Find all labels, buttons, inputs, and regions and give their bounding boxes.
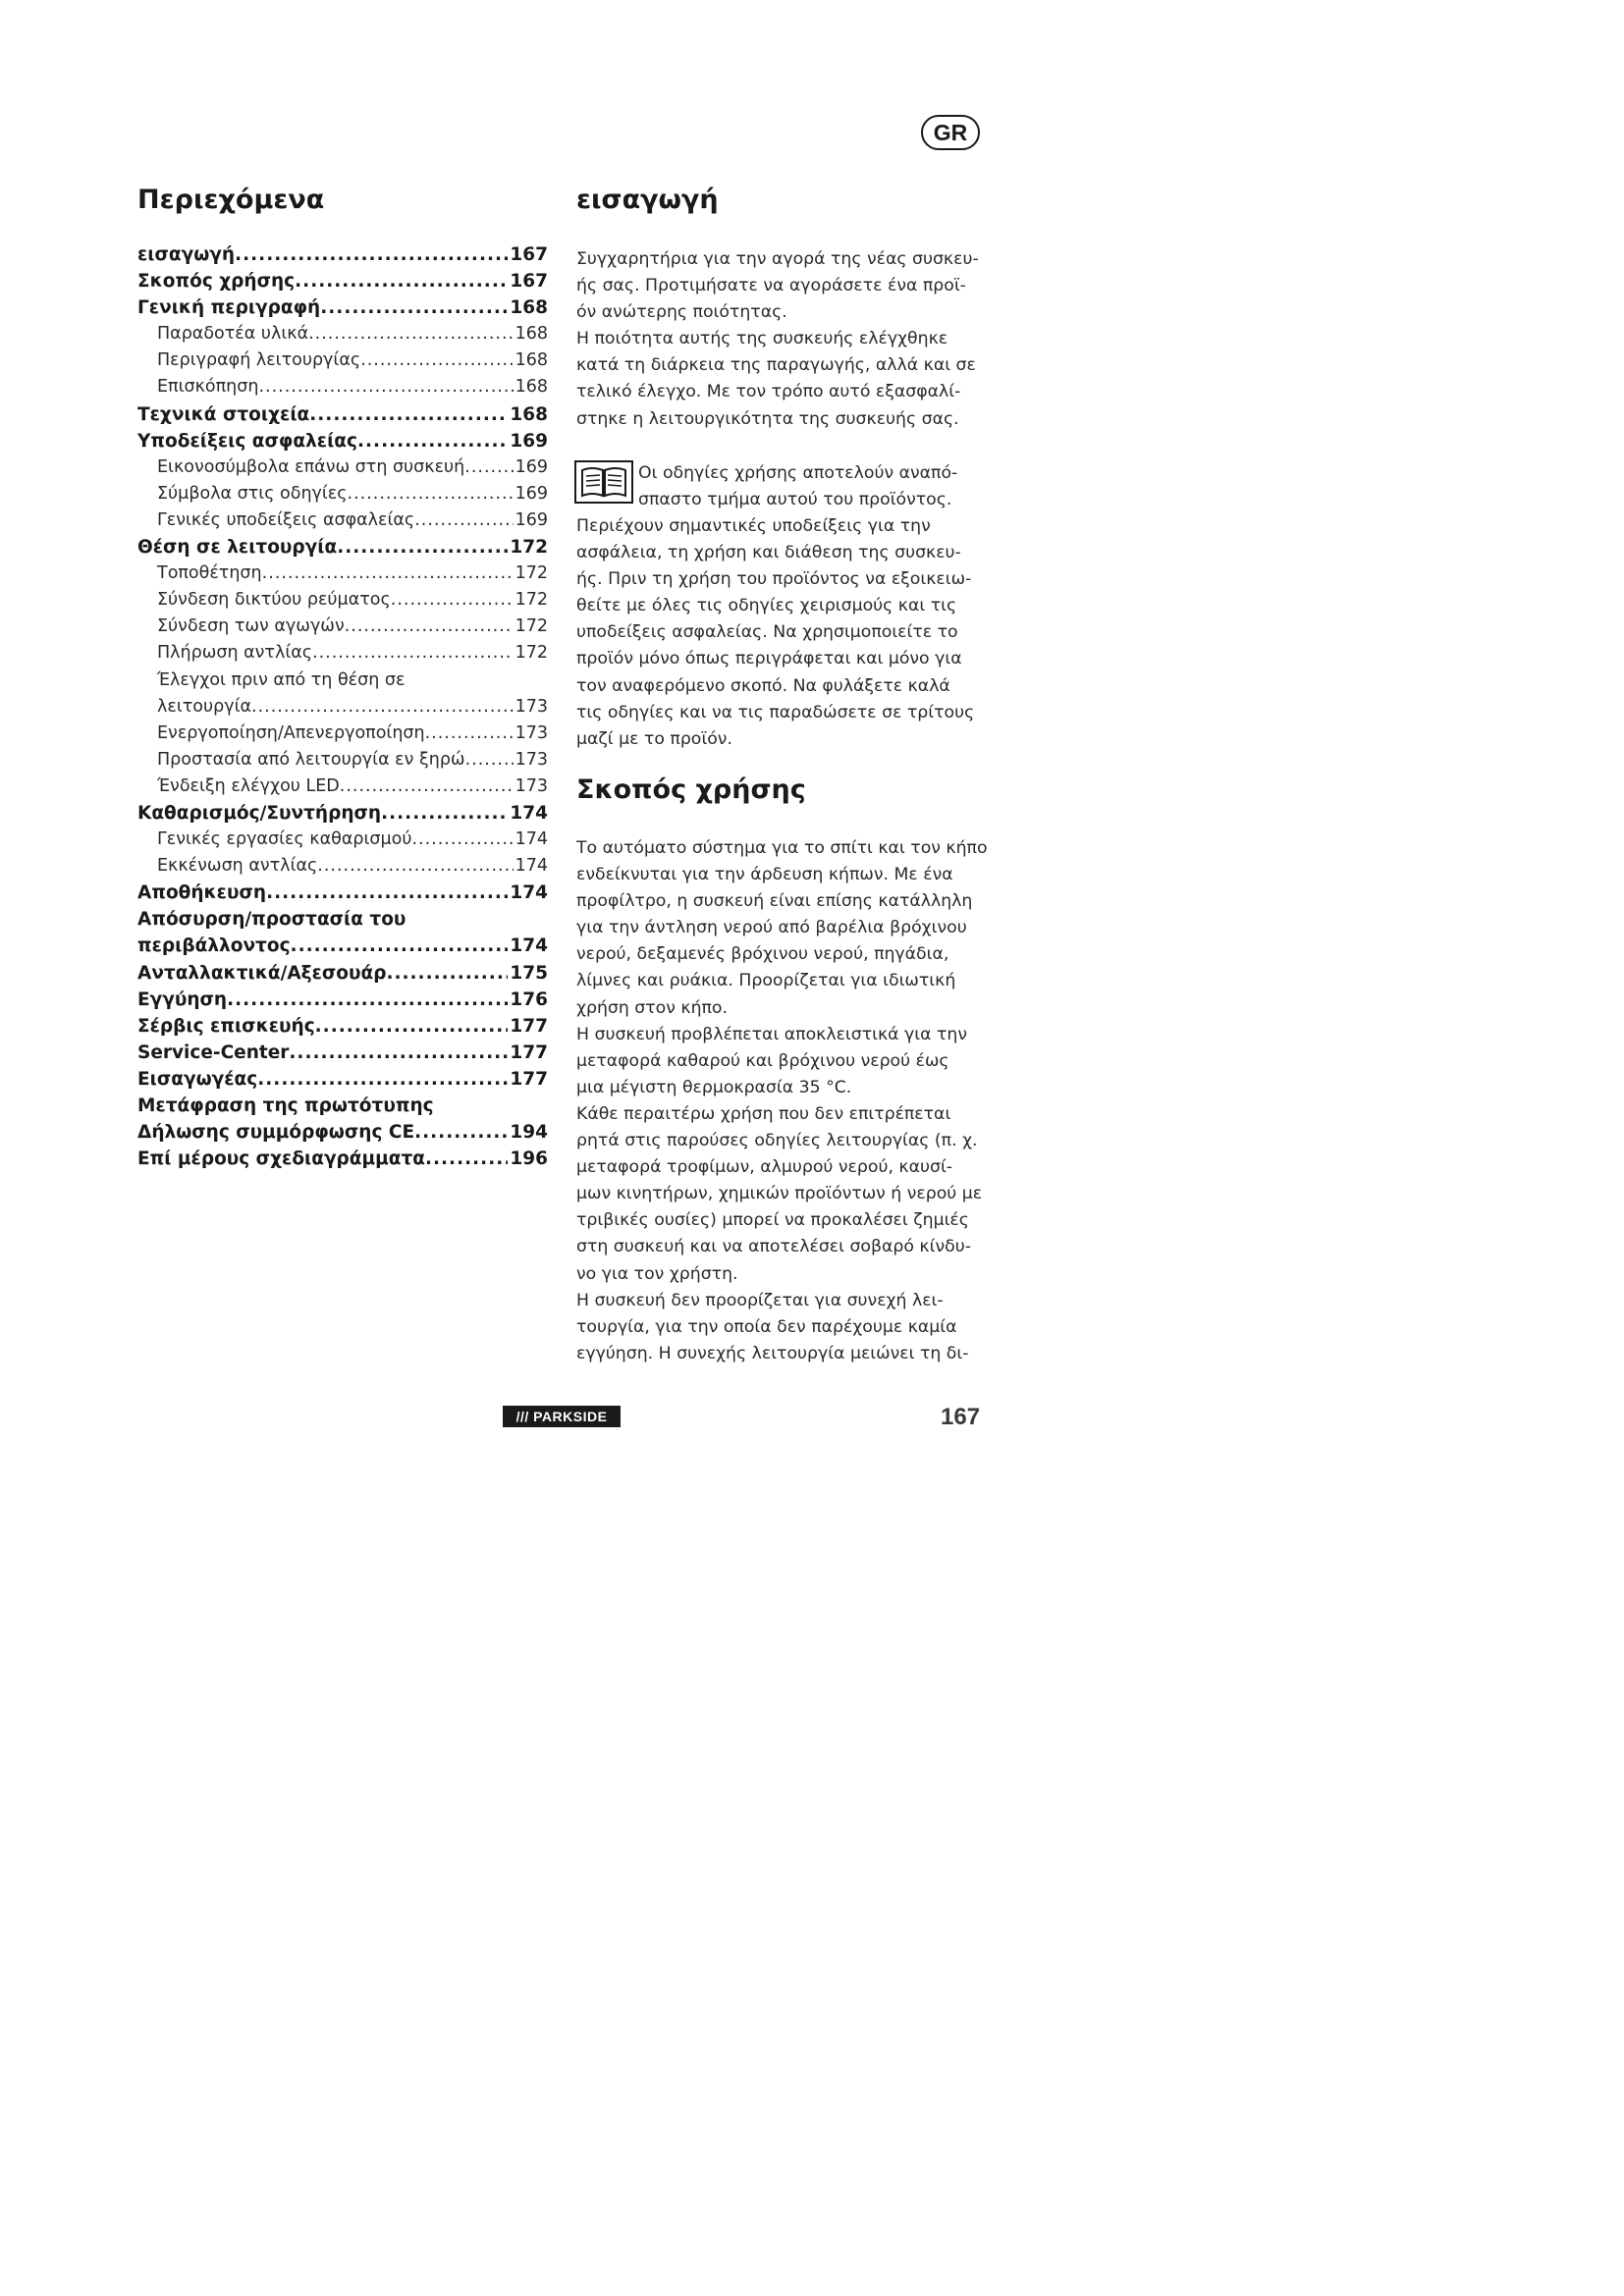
- toc-leader-dots: [425, 723, 514, 743]
- toc-entry-title: Εικονοσύμβολα επάνω στη συσκευή: [157, 456, 465, 477]
- toc-entry-page: 172: [510, 537, 548, 559]
- toc-entry: [137, 244, 548, 271]
- toc-entry-title: Εισαγωγέας: [137, 1068, 258, 1090]
- toc-leader-dots: [345, 616, 514, 636]
- toc-entry-title: Σύνδεση των αγωγών: [157, 616, 345, 637]
- toc-entry-page: 175: [510, 962, 548, 984]
- toc-leader-dots: [227, 989, 508, 1010]
- text-line: μεταφορά καθαρού και βρόχινου νερού έως: [576, 1050, 949, 1071]
- country-badge: GR: [921, 115, 980, 150]
- toc-entry-title: Καθαρισμός/Συντήρηση: [137, 802, 382, 824]
- toc-entry-title: Σκοπός χρήσης: [137, 271, 296, 293]
- text-line: τελικό έλεγχο. Με τον τρόπο αυτό εξασφαλί-: [576, 382, 961, 402]
- text-line: μαζί με το προϊόν.: [576, 728, 732, 749]
- toc-leader-dots: [235, 244, 508, 265]
- toc-entry: [137, 643, 548, 669]
- toc-leader-dots: [251, 697, 514, 717]
- toc-leader-dots: [464, 457, 513, 477]
- toc-entry-title: Υποδείξεις ασφαλείας: [137, 430, 357, 452]
- toc-entry-title: Εκκένωση αντλίας: [157, 856, 318, 877]
- toc-entry: [137, 776, 548, 803]
- toc-entry-page: 173: [514, 749, 548, 770]
- toc-entry-title: Service-Center: [137, 1041, 290, 1063]
- toc-leader-dots: [425, 1148, 508, 1169]
- text-line: όν ανώτερης ποιότητας.: [576, 302, 787, 323]
- intro-paragraph-1: [576, 246, 999, 433]
- text-line: λίμνες και ρυάκια. Προορίζεται για ιδιωτική: [576, 971, 956, 991]
- toc-entry-title: Απόσυρση/προστασία του: [137, 909, 406, 931]
- text-line: τουργία, για την οποία δεν παρέχουμε καμία: [576, 1316, 957, 1337]
- toc-entry-page: 177: [510, 1015, 548, 1037]
- text-line: νερού, δεξαμενές βρόχινου νερού, πηγάδια,: [576, 944, 949, 965]
- toc-entry: [137, 590, 548, 616]
- toc-entry: [137, 537, 548, 563]
- toc-entry-title: Αποθήκευση: [137, 882, 267, 904]
- text-line: Οι οδηγίες χρήσης αποτελούν αναπό-: [638, 463, 958, 483]
- toc-entry-title: Περιγραφή λειτουργίας: [157, 350, 361, 371]
- text-line: Η ποιότητα αυτής της συσκευής ελέγχθηκε: [576, 329, 948, 349]
- text-line: μια μέγιστη θερμοκρασία 35 °C.: [576, 1077, 852, 1097]
- text-line: κατά τη διάρκεια της παραγωγής, αλλά και σε: [576, 355, 976, 376]
- toc-entry: [137, 856, 548, 882]
- toc-entry-title: Δήλωσης συμμόρφωσης CE: [137, 1122, 415, 1144]
- toc-entry: [137, 1095, 548, 1122]
- toc-leader-dots: [360, 350, 513, 370]
- toc-entry-title: Παραδοτέα υλικά: [157, 324, 309, 345]
- toc-entry-page: 176: [510, 988, 548, 1010]
- toc-leader-dots: [357, 431, 508, 452]
- text-line: εγγύηση. Η συνεχής λειτουργία μειώνει τη δι-: [576, 1343, 969, 1363]
- text-line: Η συσκευή δεν προορίζεται για συνεχή λει-: [576, 1290, 944, 1310]
- toc-entry: [137, 271, 548, 297]
- purpose-paragraph: [576, 835, 999, 1367]
- toc-entry: [137, 297, 548, 324]
- toc-entry-title: Μετάφραση της πρωτότυπης: [137, 1095, 434, 1116]
- toc-leader-dots: [411, 829, 513, 849]
- toc-entry-page: 168: [510, 403, 548, 425]
- toc-entry-title: Σύμβολα στις οδηγίες: [157, 483, 348, 504]
- text-line: νο για τον χρήστη.: [576, 1263, 738, 1284]
- toc-leader-dots: [315, 1016, 509, 1037]
- toc-entry-title: Προστασία από λειτουργία εν ξηρώ: [157, 749, 465, 770]
- toc-leader-dots: [414, 1122, 508, 1143]
- toc-entry-page: 174: [514, 856, 548, 877]
- toc-leader-dots: [308, 324, 513, 344]
- toc-entry-title: Σύνδεση δικτύου ρεύματος: [157, 590, 391, 611]
- toc-entry-title: Γενική περιγραφή: [137, 297, 321, 319]
- toc-leader-dots: [312, 643, 514, 663]
- toc-entry-title: λειτουργία: [157, 696, 252, 717]
- toc-entry-title: Τοποθέτηση: [157, 563, 262, 584]
- toc-entry-page: 168: [514, 324, 548, 345]
- toc-entry: [137, 1148, 548, 1175]
- toc-leader-dots: [262, 563, 514, 583]
- toc-entry: [137, 989, 548, 1016]
- toc-entry: [137, 457, 548, 484]
- toc-entry-title: Ενεργοποίηση/Απενεργοποίηση: [157, 722, 425, 743]
- toc-leader-dots: [391, 590, 514, 610]
- toc-entry: [137, 750, 548, 776]
- toc-leader-dots: [465, 750, 514, 770]
- toc-entry-title: Τεχνικά στοιχεία: [137, 403, 310, 425]
- toc-entry-title: Επισκόπηση: [157, 377, 259, 398]
- toc-entry: [137, 829, 548, 856]
- toc-entry: [137, 563, 548, 590]
- toc-entry-title: Θέση σε λειτουργία: [137, 537, 338, 559]
- toc-entry-page: 174: [510, 802, 548, 824]
- toc-entry: [137, 431, 548, 457]
- intro-heading: εισαγωγή: [576, 185, 719, 215]
- toc-entry-page: 177: [510, 1041, 548, 1063]
- toc-entry-page: 177: [510, 1068, 548, 1090]
- toc-entry: [137, 670, 548, 697]
- text-line: ρητά στις παρούσες οδηγίες λειτουργίας (π. χ.: [576, 1131, 978, 1151]
- toc-title: Περιεχόμενα: [137, 185, 325, 215]
- page-number: 167: [941, 1404, 981, 1430]
- text-line: μεταφορά τροφίμων, αλμυρού νερού, καυσί-: [576, 1157, 953, 1178]
- toc-leader-dots: [266, 882, 508, 903]
- toc-entry-title: Γενικές υποδείξεις ασφαλείας: [157, 509, 415, 530]
- toc-entry: [137, 510, 548, 537]
- toc-leader-dots: [340, 776, 514, 796]
- toc-entry-page: 173: [514, 696, 548, 717]
- toc-entry-page: 168: [514, 377, 548, 398]
- toc-leader-dots: [257, 1069, 508, 1090]
- text-line: ής σας. Προτιμήσατε να αγοράσετε ένα προϊ-: [576, 276, 966, 296]
- purpose-heading: Σκοπός χρήσης: [576, 774, 806, 805]
- toc-entry: [137, 404, 548, 431]
- toc-entry: [137, 1042, 548, 1069]
- text-line: σπαστο τμήμα αυτού του προϊόντος.: [638, 490, 952, 510]
- toc-leader-dots: [386, 963, 508, 984]
- toc-entry: [137, 803, 548, 829]
- text-line: τριβικές ουσίες) μπορεί να προκαλέσει ζημιές: [576, 1210, 969, 1231]
- text-line: προφίλτρο, η συσκευή είναι επίσης κατάλληλη: [576, 891, 973, 912]
- text-line: Η συσκευή προβλέπεται αποκλειστικά για την: [576, 1024, 968, 1044]
- toc-leader-dots: [381, 803, 508, 824]
- toc-leader-dots: [309, 404, 508, 425]
- text-line: τις οδηγίες και να τις παραδώσετε σε τρίτους: [576, 702, 975, 722]
- toc-entry: [137, 377, 548, 403]
- toc-leader-dots: [258, 377, 513, 397]
- toc-leader-dots: [289, 1042, 508, 1063]
- text-line: χρήση στον κήπο.: [576, 997, 728, 1018]
- toc-entry-page: 174: [510, 882, 548, 904]
- intro-paragraph-2: [576, 513, 999, 753]
- toc-entry-title: Πλήρωση αντλίας: [157, 643, 313, 664]
- text-line: Συγχαρητήρια για την αγορά της νέας συσκευ-: [576, 249, 979, 269]
- toc-entry: [137, 882, 548, 909]
- toc-entry: [137, 1122, 548, 1148]
- toc-entry-title: Γενικές εργασίες καθαρισμού: [157, 829, 412, 850]
- toc-leader-dots: [291, 935, 509, 956]
- toc-entry-page: 172: [514, 616, 548, 637]
- toc-entry-title: Ανταλλακτικά/Αξεσουάρ: [137, 962, 387, 984]
- text-line: προϊόν μόνο όπως περιγράφεται και μόνο για: [576, 649, 962, 669]
- toc-leader-dots: [337, 537, 508, 558]
- toc-entry-page: 168: [510, 297, 548, 319]
- toc-entry-page: 169: [510, 430, 548, 452]
- toc-leader-dots: [317, 856, 513, 876]
- toc-entry: [137, 1069, 548, 1095]
- table-of-contents: [137, 244, 548, 1175]
- toc-entry-title: Ένδειξη ελέγχου LED: [157, 775, 340, 796]
- toc-entry-title: περιβάλλοντος: [137, 935, 291, 957]
- toc-leader-dots: [348, 484, 514, 504]
- toc-entry-page: 173: [514, 722, 548, 743]
- toc-entry: [137, 909, 548, 935]
- text-line: ής. Πριν τη χρήση του προϊόντος να εξοικειω-: [576, 569, 972, 590]
- text-line: τον αναφερόμενο σκοπό. Να φυλάξετε καλά: [576, 675, 950, 696]
- toc-entry-page: 172: [514, 590, 548, 611]
- toc-leader-dots: [414, 510, 513, 530]
- toc-entry-page: 174: [514, 829, 548, 850]
- toc-entry-page: 172: [514, 643, 548, 664]
- toc-entry-page: 168: [514, 350, 548, 371]
- text-line: για την άντληση νερού από βαρέλια βρόχινου: [576, 918, 967, 938]
- toc-entry-page: 173: [514, 775, 548, 796]
- text-line: ενδείκνυται για την άρδευση κήπων. Με ένα: [576, 865, 953, 885]
- text-line: θείτε με όλες τις οδηγίες χειρισμούς και τις: [576, 596, 957, 616]
- toc-entry-page: 194: [510, 1122, 548, 1144]
- parkside-logo: /// PARKSIDE: [503, 1406, 621, 1427]
- toc-entry-title: Σέρβις επισκευής: [137, 1015, 315, 1037]
- toc-entry-page: 167: [510, 244, 548, 265]
- toc-entry: [137, 350, 548, 377]
- toc-entry: [137, 963, 548, 989]
- toc-entry-page: 169: [514, 483, 548, 504]
- text-line: στηκε η λειτουργικότητα της συσκευής σας.: [576, 408, 959, 429]
- toc-entry: [137, 484, 548, 510]
- text-line: μων κινητήρων, χημικών προϊόντων ή νερού με: [576, 1184, 983, 1204]
- toc-entry: [137, 697, 548, 723]
- toc-entry-page: 196: [510, 1148, 548, 1170]
- toc-entry-title: Έλεγχοι πριν από τη θέση σε: [157, 669, 406, 690]
- text-line: ασφάλεια, τη χρήση και διάθεση της συσκευ-: [576, 543, 961, 563]
- text-line: στη συσκευή και να αποτελέσει σοβαρό κίνδυ-: [576, 1237, 971, 1257]
- text-line: Περιέχουν σημαντικές υποδείξεις για την: [576, 516, 931, 536]
- text-line: Κάθε περαιτέρω χρήση που δεν επιτρέπεται: [576, 1103, 951, 1124]
- toc-entry-page: 174: [510, 935, 548, 957]
- toc-entry: [137, 1016, 548, 1042]
- toc-entry-title: Εγγύηση: [137, 988, 228, 1010]
- toc-entry-page: 167: [510, 271, 548, 293]
- toc-leader-dots: [295, 271, 508, 292]
- text-line: υποδείξεις ασφαλείας. Να χρησιμοποιείτε το: [576, 622, 958, 643]
- toc-entry-page: 169: [514, 456, 548, 477]
- toc-entry: [137, 723, 548, 750]
- toc-entry: [137, 935, 548, 962]
- text-line: Το αυτόματο σύστημα για το σπίτι και τον κήπο: [576, 838, 988, 858]
- instructions-note: [638, 460, 1001, 513]
- toc-entry-page: 169: [514, 509, 548, 530]
- toc-entry-title: εισαγωγή: [137, 244, 236, 265]
- toc-entry: [137, 324, 548, 350]
- toc-entry: [137, 616, 548, 643]
- toc-entry-title: Επί μέρους σχεδιαγράμματα: [137, 1148, 425, 1170]
- toc-leader-dots: [320, 297, 508, 318]
- book-icon: [574, 460, 633, 504]
- toc-entry-page: 172: [514, 563, 548, 584]
